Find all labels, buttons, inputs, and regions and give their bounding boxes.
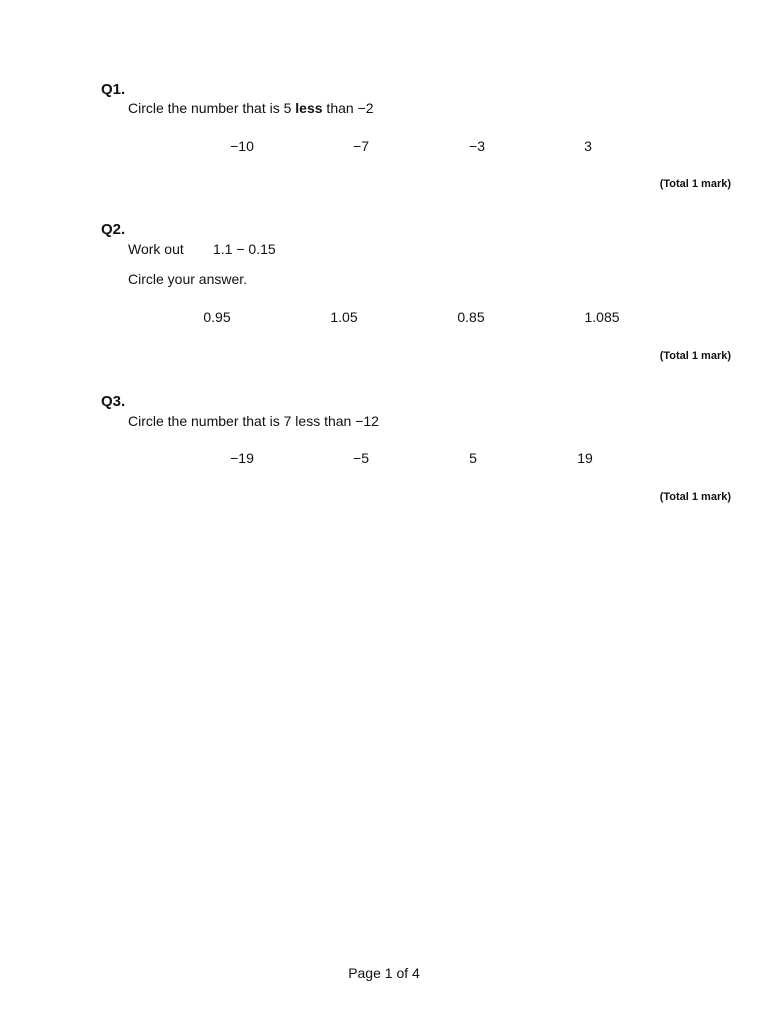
answer-option[interactable]: −5 <box>353 450 369 466</box>
answer-option[interactable]: 1.085 <box>584 309 620 325</box>
answer-option[interactable]: 19 <box>577 450 593 466</box>
answer-option[interactable]: 0.95 <box>203 309 231 325</box>
prompt-emphasis: less <box>295 100 323 116</box>
marks-total: (Total 1 mark) <box>659 178 731 190</box>
prompt-text: Circle the number that is 5 <box>128 100 296 116</box>
answer-option[interactable]: 1.05 <box>330 309 358 325</box>
question-number: Q3. <box>101 393 126 410</box>
answer-option[interactable]: 0.85 <box>457 309 485 325</box>
answer-option[interactable]: −19 <box>230 450 254 466</box>
work-out-label: Work out <box>128 241 184 257</box>
page-number: Page 1 of 4 <box>348 965 420 981</box>
prompt-text: than −2 <box>322 100 374 116</box>
question-prompt <box>128 101 374 115</box>
marks-total: (Total 1 mark) <box>659 491 731 503</box>
answer-option[interactable]: −3 <box>469 138 485 154</box>
answer-option[interactable]: −10 <box>230 138 254 154</box>
answer-option[interactable]: 5 <box>469 450 477 466</box>
answer-option[interactable]: −7 <box>353 138 369 154</box>
question-number: Q2. <box>101 221 126 238</box>
question-number: Q1. <box>101 81 126 98</box>
work-out-expression: 1.1 − 0.15 <box>213 241 276 257</box>
question-instruction: Circle your answer. <box>128 271 248 287</box>
answer-option[interactable]: 3 <box>584 138 592 154</box>
question-prompt: Circle the number that is 7 less than −12 <box>128 413 379 429</box>
marks-total: (Total 1 mark) <box>659 350 731 362</box>
